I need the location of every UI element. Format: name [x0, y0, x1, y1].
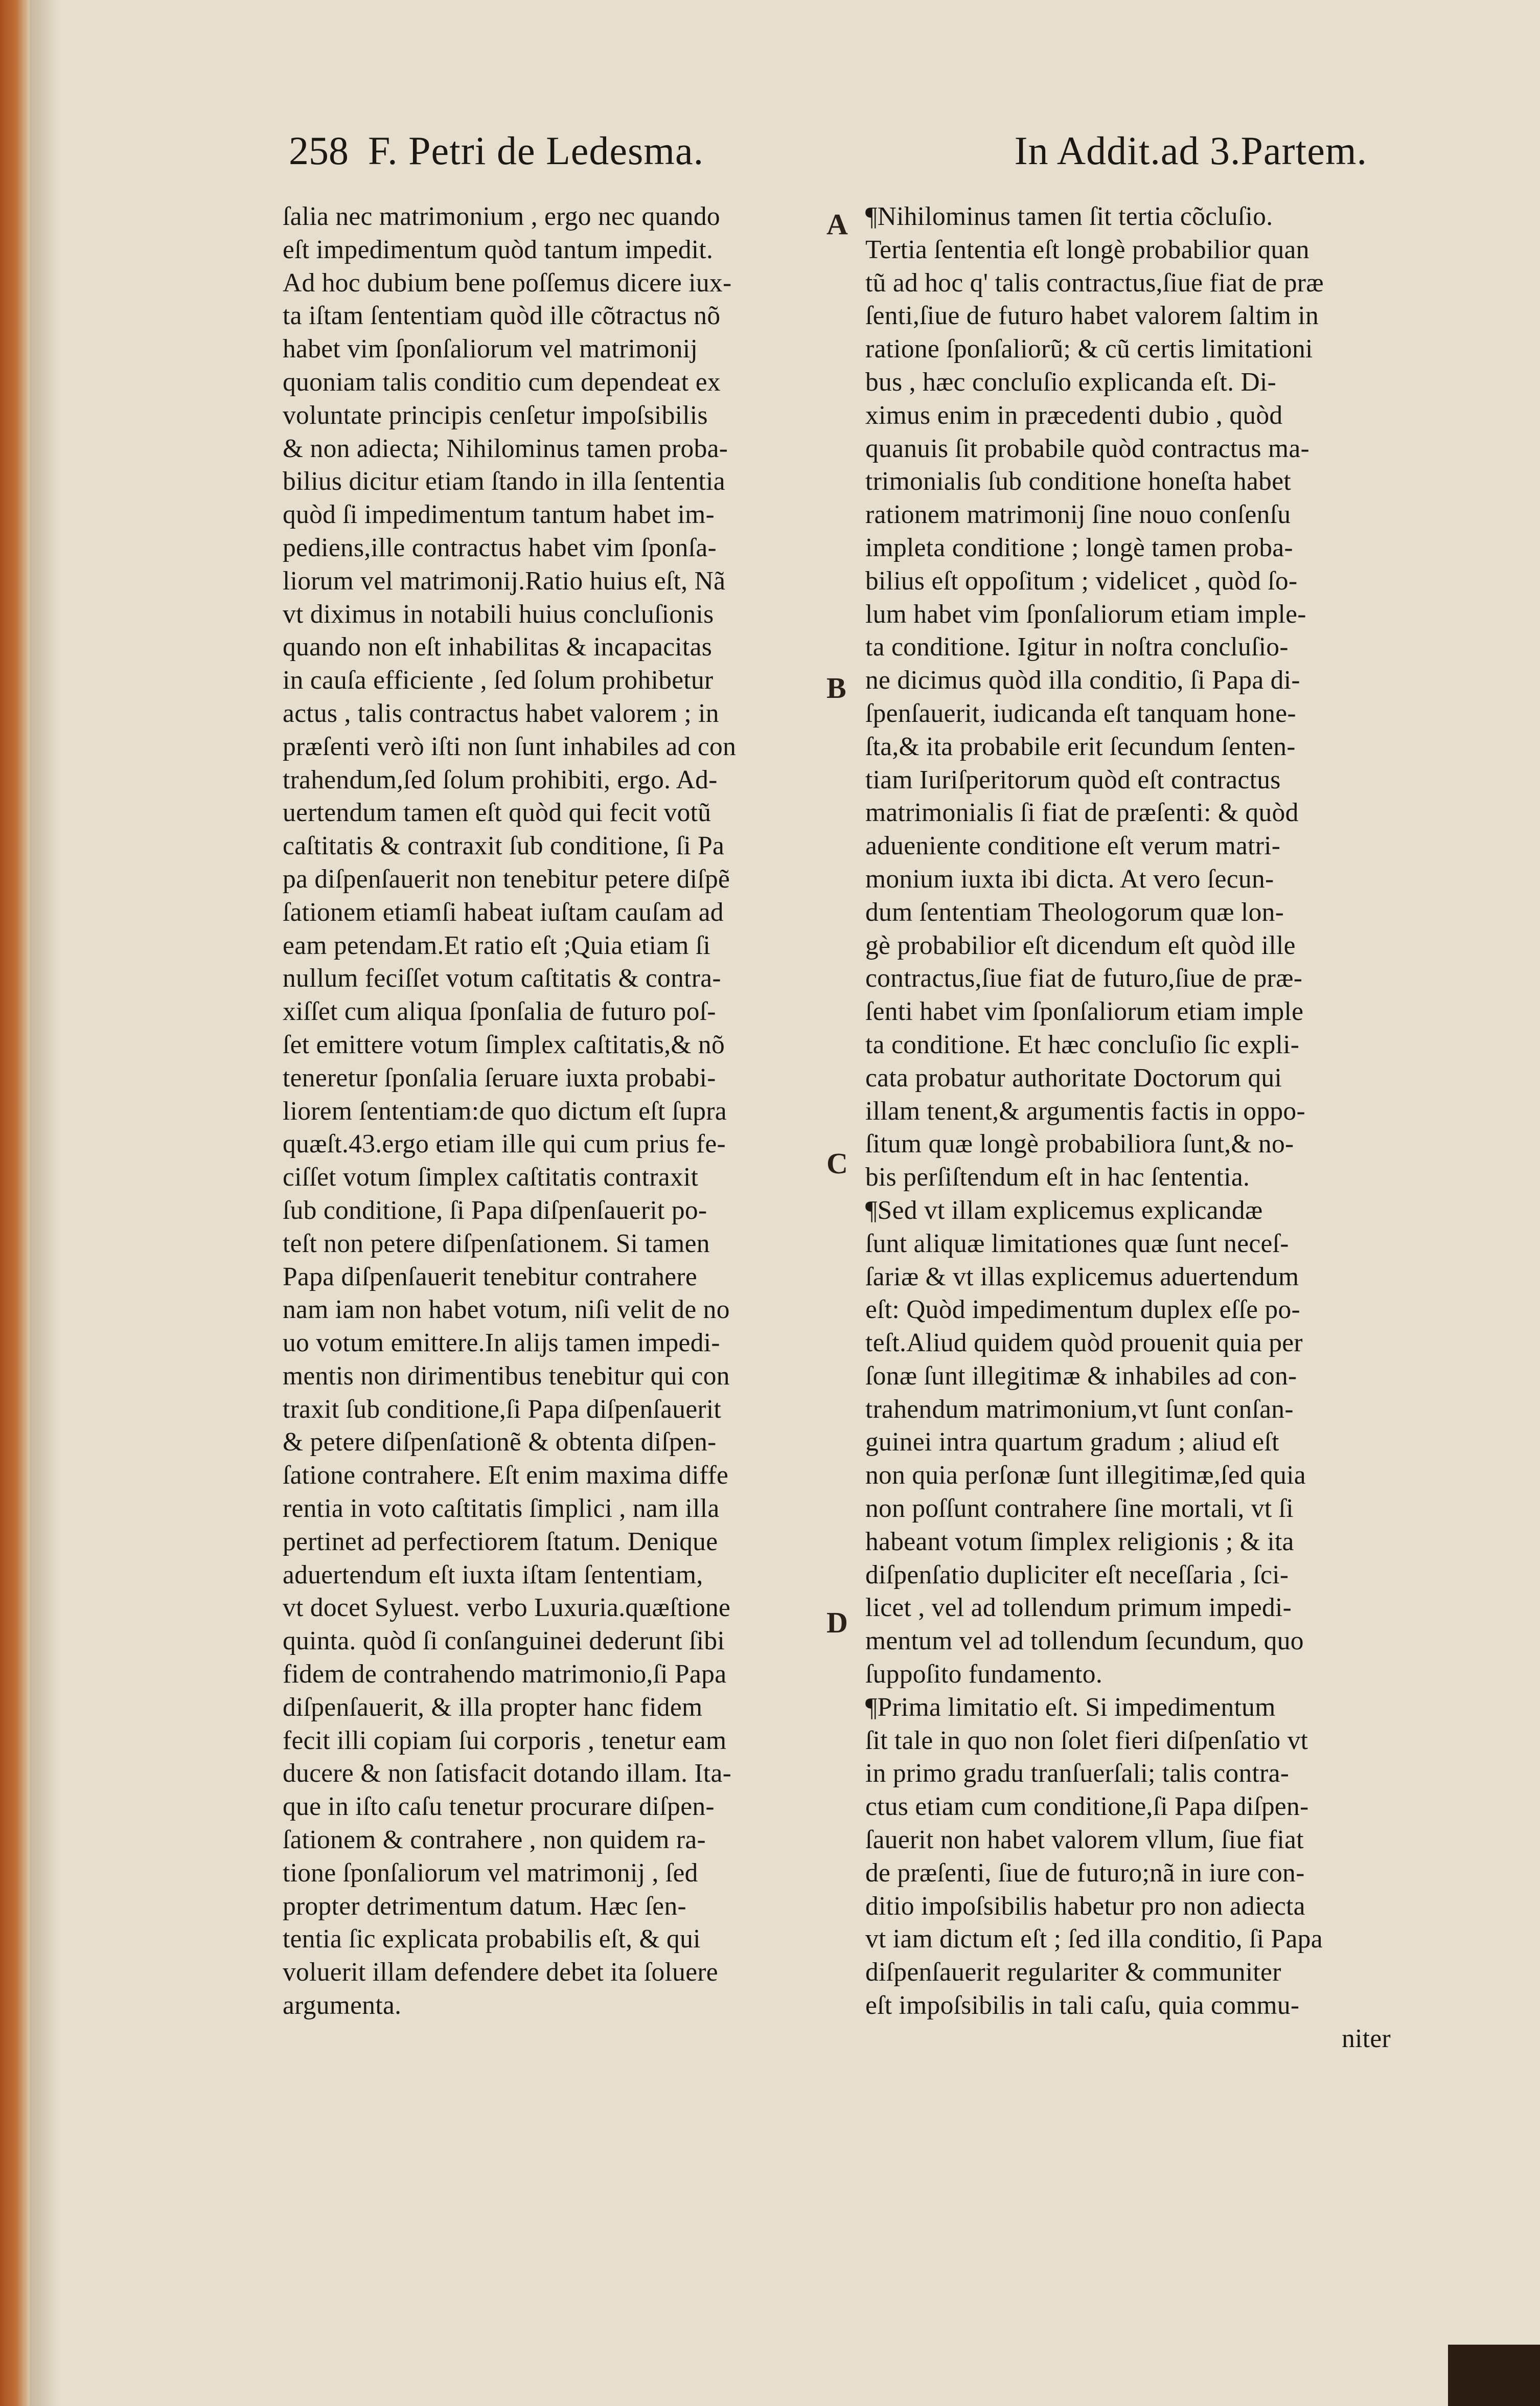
text-line: quando non eſt inhabilitas & incapacitas [283, 632, 712, 662]
text-line: ta conditione. Et hæc concluſio ſic expli- [865, 1030, 1300, 1059]
text-line: trahendum matrimonium,vt ſunt conſan- [865, 1394, 1294, 1424]
text-line: pediens,ille contractus habet vim ſponſa- [283, 533, 717, 562]
text-line: ne dicimus quòd illa conditio, ſi Papa di- [865, 666, 1300, 695]
text-line: nullum feciſſet votum caſtitatis & contra- [283, 964, 721, 993]
text-line: in primo gradu tranſuerſali; talis contra- [865, 1759, 1290, 1788]
text-line: ſet emittere votum ſimplex caſtitatis,& nõ [283, 1030, 725, 1059]
text-line: uo votum emittere.In alijs tamen impedi- [283, 1328, 720, 1358]
text-line: ratione ſponſaliorũ; & cũ certis limitationi [865, 334, 1313, 364]
text-line: contractus,ſiue fiat de futuro,ſiue de præ- [865, 964, 1303, 993]
text-line: liorum vel matrimonij.Ratio huius eſt, Nã [283, 566, 726, 596]
text-line: pa diſpenſauerit non tenebitur petere diſpẽ [283, 864, 730, 894]
text-line: illam tenent,& argumentis factis in oppo- [865, 1096, 1305, 1126]
text-line: voluerit illam defendere debet ita ſoluere [283, 1958, 718, 1987]
text-line: vt iam dictum eſt ; ſed illa conditio, ſi Papa [865, 1924, 1323, 1954]
text-line: ciſſet votum ſimplex caſtitatis contraxit [283, 1163, 699, 1192]
text-line: eſt: Quòd impedimentum duplex eſſe po- [865, 1295, 1300, 1325]
text-line: liorem ſententiam:de quo dictum eſt ſupra [283, 1096, 727, 1126]
margin-marker-c: C [826, 1147, 848, 1180]
text-line: teneretur ſponſalia ſeruare iuxta probabi- [283, 1063, 716, 1093]
text-line: cata probatur authoritate Doctorum qui [865, 1063, 1282, 1093]
text-line: diſpenſauerit regulariter & communiter [865, 1958, 1281, 1987]
text-line: rationem matrimonij ſine nouo conſenſu [865, 500, 1291, 530]
text-line: bus , hæc concluſio explicanda eſt. Di- [865, 367, 1277, 397]
text-line: teſt.Aliud quidem quòd prouenit quia per [865, 1328, 1303, 1358]
text-line: voluntate principis cenſetur impoſsibilis [283, 400, 708, 430]
text-line: trimonialis ſub conditione honeſta habet [865, 467, 1291, 496]
text-line: ſpenſauerit, iudicanda eſt tanquam hone- [865, 698, 1296, 728]
text-line: diſpenſauerit, & illa propter hanc fidem [283, 1692, 703, 1722]
text-line: de præſenti, ſiue de futuro;nã in iure con- [865, 1858, 1305, 1888]
text-line: impleta conditione ; longè tamen proba- [865, 533, 1293, 562]
text-line: ximus enim in præcedenti dubio , quòd [865, 400, 1283, 430]
text-line: aduertendum eſt iuxta iſtam ſententiam, [283, 1560, 703, 1590]
margin-marker-b: B [826, 671, 846, 705]
text-line: ſonæ ſunt illegitimæ & inhabiles ad con- [865, 1361, 1297, 1391]
text-line: bilius dicitur etiam ſtando in illa ſententia [283, 467, 725, 496]
text-line: quæſt.43.ergo etiam ille qui cum prius fe- [283, 1129, 726, 1159]
text-line: niter [1342, 2024, 1391, 2051]
text-line: ſalia nec matrimonium , ergo nec quando [283, 202, 720, 231]
gutter-shadow [30, 0, 60, 2406]
text-line: habet vim ſponſaliorum vel matrimonij [283, 334, 698, 364]
text-line: adueniente conditione eſt verum matri- [865, 831, 1281, 861]
text-line: præſenti verò iſti non ſunt inhabiles ad con [283, 732, 737, 761]
text-line: Ad hoc dubium bene poſſemus dicere iux- [283, 268, 732, 298]
text-line: fecit illi copiam ſui corporis , tenetur eam [283, 1726, 727, 1755]
text-line: non quia perſonæ ſunt illegitimæ,ſed quia [865, 1461, 1306, 1490]
text-line: actus , talis contractus habet valorem ; in [283, 698, 719, 728]
left-text-column [283, 200, 822, 2051]
text-line: tiam Iuriſperitorum quòd eſt contractus [865, 765, 1281, 795]
text-line: ſitum quæ longè probabiliora ſunt,& no- [865, 1129, 1294, 1159]
text-line: ſunt aliquæ limitationes quæ ſunt neceſ- [865, 1229, 1289, 1258]
text-line: tentia ſic explicata probabilis eſt, & qui [283, 1924, 701, 1954]
text-line: ſuppoſito fundamento. [865, 1660, 1103, 1689]
text-line: quoniam talis conditio cum dependeat ex [283, 367, 721, 397]
text-line: ditio impoſsibilis habetur pro non adiecta [865, 1891, 1305, 1921]
text-line: fidem de contrahendo matrimonio,ſi Papa [283, 1660, 727, 1689]
text-line: eſt impedimentum quòd tantum impedit. [283, 235, 714, 264]
text-line: propter detrimentum datum. Hæc ſen- [283, 1891, 686, 1921]
running-head-section: In Addit.ad 3.Partem. [1014, 128, 1367, 173]
margin-marker-a: A [826, 208, 848, 241]
text-line: tũ ad hoc q' talis contractus,ſiue fiat de præ [865, 268, 1324, 298]
running-head-author: F. Petri de Ledesma. [368, 128, 704, 173]
text-line: argumenta. [283, 1991, 402, 2021]
text-line: ¶Prima limitatio eſt. Si impedimentum [865, 1692, 1276, 1722]
text-line: ¶Sed vt illam explicemus explicandæ [865, 1195, 1263, 1225]
text-line: mentum vel ad tollendum ſecundum, quo [865, 1626, 1304, 1656]
right-text-column [865, 200, 1391, 2051]
text-line: ta iſtam ſententiam quòd ille cõtractus nõ [283, 301, 721, 331]
text-line: bilius eſt oppoſitum ; videlicet , quòd ſo- [865, 566, 1298, 596]
text-line: diſpenſatio dupliciter eſt neceſſaria , ſci- [865, 1560, 1289, 1590]
text-line: nam iam non habet votum, niſi velit de no [283, 1295, 730, 1325]
text-line: xiſſet cum aliqua ſponſalia de futuro poſ- [283, 997, 716, 1027]
text-line: guinei intra quartum gradum ; aliud eſt [865, 1427, 1279, 1457]
text-line: ſenti habet vim ſponſaliorum etiam imple [865, 997, 1304, 1027]
text-line: ¶Nihilominus tamen ſit tertia cõcluſio. [865, 202, 1273, 231]
text-line: quòd ſi impedimentum tantum habet im- [283, 500, 715, 530]
text-line: in cauſa efficiente , ſed ſolum prohibetur [283, 666, 714, 695]
text-line: traxit ſub conditione,ſi Papa diſpenſauerit [283, 1394, 722, 1424]
text-line: quanuis ſit probabile quòd contractus ma- [865, 434, 1309, 463]
text-line: eam petendam.Et ratio eſt ;Quia etiam ſi [283, 930, 711, 960]
text-line: ſit tale in quo non ſolet fieri diſpenſatio vt [865, 1726, 1308, 1755]
page-corner-shadow [1448, 2345, 1540, 2406]
text-line: Papa diſpenſauerit tenebitur contrahere [283, 1262, 698, 1291]
text-line: que in iſto caſu tenetur procurare diſpen- [283, 1792, 715, 1822]
text-line: monium iuxta ibi dicta. At vero ſecun- [865, 864, 1274, 894]
text-line: gè probabilior eſt dicendum eſt quòd ille [865, 930, 1296, 960]
text-line: tione ſponſaliorum vel matrimonij , ſed [283, 1858, 698, 1888]
page-header [289, 128, 1367, 194]
text-line: ſauerit non habet valorem vllum, ſiue fiat [865, 1825, 1304, 1855]
text-line: eſt impoſsibilis in tali caſu, quia commu- [865, 1991, 1300, 2021]
text-line: quinta. quòd ſi conſanguinei dederunt ſibi [283, 1626, 725, 1656]
text-line: licet , vel ad tollendum primum impedi- [865, 1593, 1292, 1623]
text-line: vt docet Syluest. verbo Luxuria.quæſtione [283, 1593, 731, 1623]
text-line: matrimonialis ſi fiat de præſenti: & quòd [865, 798, 1299, 828]
text-line: uertendum tamen eſt quòd qui fecit votũ [283, 798, 711, 828]
text-line: ſenti,ſiue de futuro habet valorem ſaltim in [865, 301, 1319, 331]
text-line: trahendum,ſed ſolum prohibiti, ergo. Ad- [283, 765, 718, 795]
text-line: ſatione contrahere. Eſt enim maxima diffe [283, 1461, 729, 1490]
margin-marker-d: D [826, 1606, 848, 1639]
text-line: pertinet ad perfectiorem ſtatum. Denique [283, 1527, 718, 1556]
text-line: caſtitatis & contraxit ſub conditione, ſi Pa [283, 831, 725, 861]
text-line: teſt non petere diſpenſationem. Si tamen [283, 1229, 710, 1258]
text-line: vt diximus in notabili huius concluſionis [283, 599, 714, 629]
text-line: & non adiecta; Nihilominus tamen proba- [283, 434, 728, 463]
text-line: rentia in voto caſtitatis ſimplici , nam illa [283, 1494, 720, 1524]
text-line: ſub conditione, ſi Papa diſpenſauerit po- [283, 1195, 707, 1225]
text-line: ctus etiam cum conditione,ſi Papa diſpen- [865, 1792, 1309, 1822]
folio-number: 258 [289, 128, 349, 173]
text-line: lum habet vim ſponſaliorum etiam imple- [865, 599, 1306, 629]
text-line: non poſſunt contrahere ſine mortali, vt ſi [865, 1494, 1294, 1524]
text-line: ta conditione. Igitur in noſtra concluſio- [865, 632, 1289, 662]
text-line: & petere diſpenſationẽ & obtenta diſpen- [283, 1427, 717, 1457]
text-line: bis perſiſtendum eſt in hac ſententia. [865, 1163, 1250, 1192]
text-line: Tertia ſententia eſt longè probabilior quan [865, 235, 1309, 264]
text-line: mentis non dirimentibus tenebitur qui con [283, 1361, 730, 1391]
text-line: habeant votum ſimplex religionis ; & ita [865, 1527, 1294, 1556]
text-line: ſationem etiamſi habeat iuſtam cauſam ad [283, 897, 724, 927]
text-line: dum ſententiam Theologorum quæ lon- [865, 897, 1284, 927]
text-line: ſta,& ita probabile erit ſecundum ſenten- [865, 732, 1296, 761]
text-line: ſationem & contrahere , non quidem ra- [283, 1825, 706, 1855]
page-edge [0, 0, 30, 2406]
text-line: ſariæ & vt illas explicemus aduertendum [865, 1262, 1299, 1291]
text-line: ducere & non ſatisfacit dotando illam. Ita- [283, 1759, 732, 1788]
